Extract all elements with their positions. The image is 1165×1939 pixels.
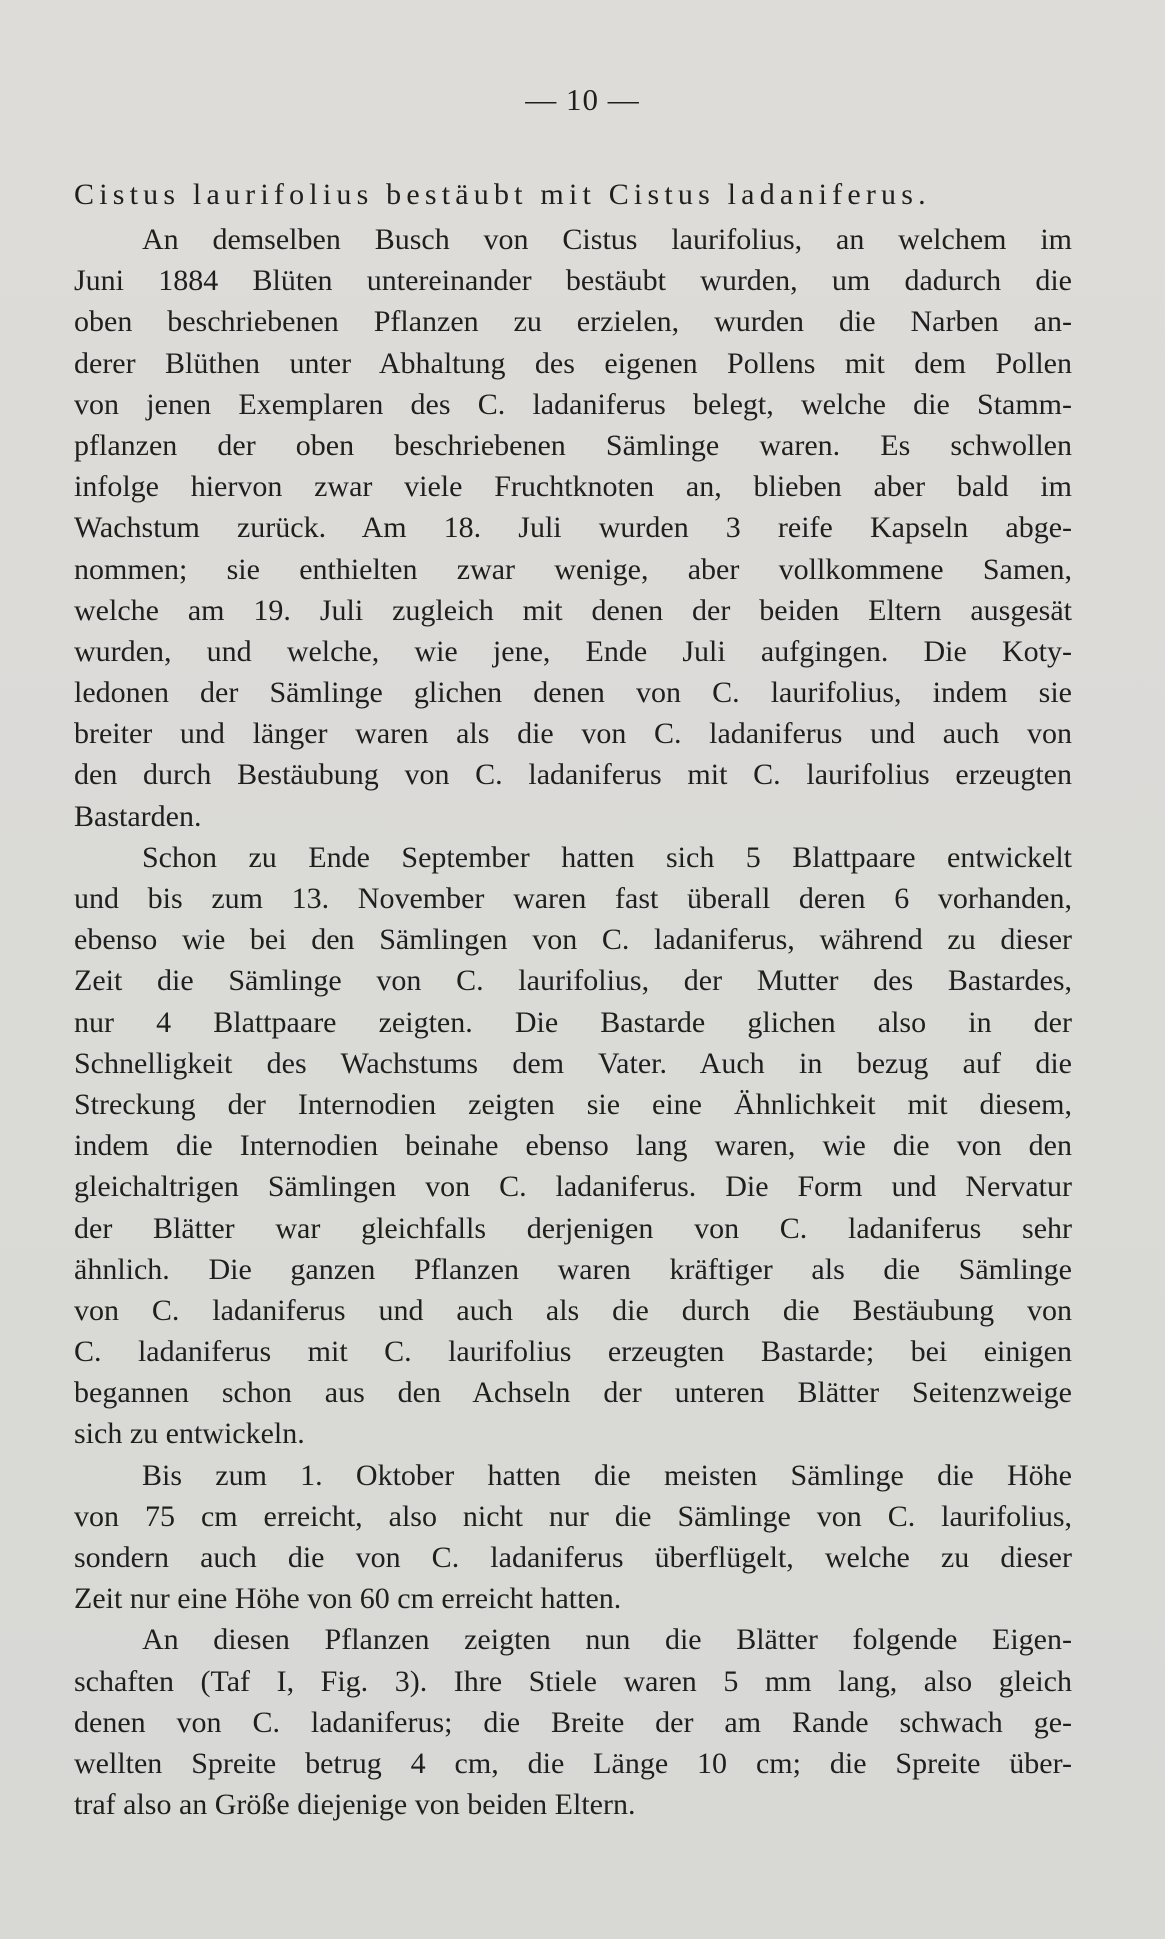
text-line: Bis zum 1. Oktober hatten die meisten Sämlinge die Höhe [142,1458,1072,1492]
text-line: An demselben Busch von Cistus laurifolius, an welchem im [142,223,1072,256]
text-line: derer Blüthen unter Abhaltung des eigenen Pollens mit dem Pollen [74,346,1072,380]
text-line: Schon zu Ende September hatten sich 5 Blattpaare entwickelt [142,840,1072,874]
text-line: ähnlich. Die ganzen Pflanzen waren kräftiger als die Sämlinge [74,1252,1072,1286]
text-line: denen von C. ladaniferus; die Breite der am Rande schwach ge- [74,1705,1072,1739]
text-line: Juni 1884 Blüten untereinander bestäubt wurden, um dadurch die [74,264,1072,298]
text-line: der Blätter war gleichfalls derjenigen von C. ladaniferus sehr [74,1211,1072,1245]
text-line: pflanzen der oben beschriebenen Sämlinge waren. Es schwollen [74,428,1072,462]
text-line: von C. ladaniferus und auch als die durch die Bestäubung von [74,1293,1072,1327]
text-line: traf also an Größe diejenige von beiden Eltern. [74,1788,636,1822]
text-line: schaften (Taf I, Fig. 3). Ihre Stiele waren 5 mm lang, also gleich [74,1664,1072,1698]
text-line: indem die Internodien beinahe ebenso lang waren, wie die von den [74,1129,1072,1163]
text-line: welche am 19. Juli zugleich mit denen der beiden Eltern ausgesät [74,593,1072,627]
text-line: wellten Spreite betrug 4 cm, die Länge 10 cm; die Spreite über- [74,1746,1072,1780]
text-line: nur 4 Blattpaare zeigten. Die Bastarde glichen also in der [74,1005,1072,1039]
text-line: von 75 cm erreicht, also nicht nur die Sämlinge von C. laurifolius, [74,1499,1072,1533]
text-line: oben beschriebenen Pflanzen zu erzielen, wurden die Narben an- [74,305,1072,339]
text-line: begannen schon aus den Achseln der unteren Blätter Seitenzweige [74,1376,1072,1410]
page-number: — 10 — [525,82,640,117]
paragraphs [74,219,1072,1825]
text-line: ebenso wie bei den Sämlingen von C. ladaniferus, während zu dieser [74,923,1072,957]
text-line: Bastarden. [74,799,202,833]
paragraph [74,219,1072,837]
text-line: wurden, und welche, wie jene, Ende Juli aufgingen. Die Koty- [74,634,1072,668]
text-line: von jenen Exemplaren des C. ladaniferus belegt, welche die Stamm- [74,387,1072,421]
text-line: An diesen Pflanzen zeigten nun die Blätter folgende Eigen- [142,1623,1072,1657]
text-line: infolge hiervon zwar viele Fruchtknoten an, blieben aber bald im [74,470,1072,504]
text-line: Schnelligkeit des Wachstums dem Vater. Auch in bezug auf die [74,1046,1072,1080]
text-line: Zeit die Sämlinge von C. laurifolius, der Mutter des Bastardes, [74,964,1072,998]
paragraph [74,837,1072,1455]
text-line: sondern auch die von C. ladaniferus überflügelt, welche zu dieser [74,1541,1072,1574]
text-line: C. ladaniferus mit C. laurifolius erzeugten Bastarde; bei einigen [74,1335,1072,1369]
text-line: Streckung der Internodien zeigten sie eine Ähnlichkeit mit diesem, [74,1087,1072,1121]
paragraph [74,1455,1072,1620]
text-line: und bis zum 13. November waren fast überall deren 6 vorhanden, [74,882,1072,915]
text-line: Zeit nur eine Höhe von 60 cm erreicht hatten. [74,1582,622,1616]
text-line: ledonen der Sämlinge glichen denen von C. laurifolius, indem sie [74,676,1072,710]
text-line: Wachstum zurück. Am 18. Juli wurden 3 reife Kapseln abge- [74,511,1072,545]
text-line: gleichaltrigen Sämlingen von C. ladaniferus. Die Form und Nervatur [74,1170,1072,1204]
section-heading: Cistus laurifolius bestäubt mit Cistus ladaniferus. [74,178,931,211]
body-text [74,174,1072,1825]
text-line: nommen; sie enthielten zwar wenige, aber vollkommene Samen, [74,552,1072,586]
text-line: sich zu entwickeln. [74,1417,305,1451]
paragraph [74,1619,1072,1825]
text-line: den durch Bestäubung von C. ladaniferus mit C. laurifolius erzeugten [74,758,1072,792]
text-line: breiter und länger waren als die von C. ladaniferus und auch von [74,717,1072,751]
